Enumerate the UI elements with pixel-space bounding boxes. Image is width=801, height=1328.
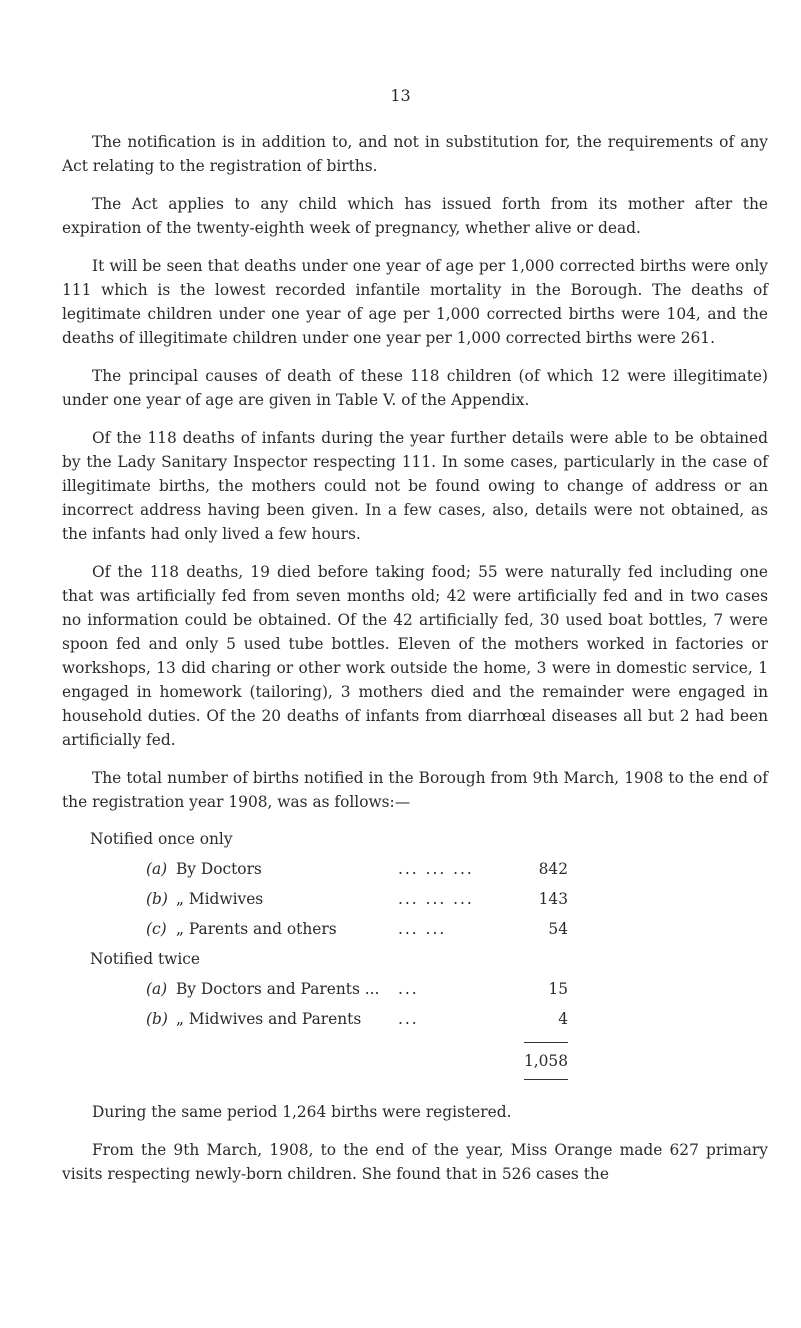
paragraph-feeding: Of the 118 deaths, 19 died before taking food; 55 were naturally fed including one that was artificially fed from seven months old; 42 were artificially fed and in two cases no information could be obtained. Of the 42 artificially fed, 30 used boat bottles, 7 were spoon fed and only 5 used tube bottles. Eleven of the mothers worked in factories or workshops, 13 did charing or other work outside the home, 3 were in domestic service, 1 engaged in homework (tailoring), 3 mothers died and the remainder were engaged in household duties. Of the 20 deaths of infants from diarrhœal diseases all but 2 had been artificially fed. <box>62 563 768 749</box>
row-leader: ... ... <box>398 920 447 938</box>
paragraph-causes: The principal causes of death of these 118 children (of which 12 were illegitimate) under one year of age are given in Table V. of the Appendix. <box>62 367 768 409</box>
page-number: 13 <box>390 86 411 105</box>
row-letter: (c) <box>146 920 167 938</box>
row-value: 54 <box>548 920 568 938</box>
paragraph-act-applies: The Act applies to any child which has issued forth from its mother after the expiration of the twenty-eighth week of pregnancy, whether alive or dead. <box>62 195 768 237</box>
body-text <box>62 130 768 1200</box>
total-rule-bottom <box>524 1079 568 1080</box>
table-row <box>62 914 768 944</box>
row-label: By Doctors and Parents ... <box>176 980 380 998</box>
row-leader: ... ... ... <box>398 860 474 878</box>
paragraph-registered: During the same period 1,264 births were registered. <box>92 1103 512 1121</box>
total-rule-top <box>524 1042 568 1043</box>
group-label-once: Notified once only <box>90 830 233 848</box>
row-label: „ Midwives and Parents <box>176 1010 362 1028</box>
row-letter: (b) <box>146 890 168 908</box>
row-letter: (b) <box>146 1010 168 1028</box>
row-value: 143 <box>538 890 568 908</box>
total-value: 1,058 <box>523 1052 568 1070</box>
row-value: 15 <box>548 980 568 998</box>
row-label: By Doctors <box>176 860 262 878</box>
row-label: „ Midwives <box>176 890 264 908</box>
paragraph-mortality: It will be seen that deaths under one year of age per 1,000 corrected births were only 111 which is the lowest recorded infantile mortality in the Borough. The deaths of legitimate children under one year of age per 1,000 corrected births were 104, and the deaths of illegitimate children under one year per 1,000 corrected births were 261. <box>62 257 768 347</box>
table-row <box>62 854 768 884</box>
paragraph-notification: The notification is in addition to, and not in substitution for, the requirements of any Act relating to the registration of births. <box>62 133 768 175</box>
row-value: 4 <box>558 1010 568 1028</box>
total-block <box>62 1036 768 1086</box>
row-leader: ... <box>398 1010 419 1028</box>
notification-table <box>62 824 768 1086</box>
paragraph-visits: From the 9th March, 1908, to the end of the year, Miss Orange made 627 primary visits respecting newly-born children. She found that in 526 cases the <box>62 1141 768 1183</box>
table-row <box>62 1004 768 1034</box>
row-letter: (a) <box>146 980 168 998</box>
table-row <box>62 884 768 914</box>
paragraph-details: Of the 118 deaths of infants during the year further details were able to be obtained by the Lady Sanitary Inspector respecting 111. In some cases, particularly in the case of illegitimate births, the mothers could not be found owing to change of address or an incorrect address having been given. In a few cases, also, details were not obtained, as the infants had only lived a few hours. <box>62 429 768 543</box>
paragraph-births-notified: The total number of births notified in the Borough from 9th March, 1908 to the end of the registration year 1908, was as follows:— <box>62 769 768 811</box>
group-label-twice: Notified twice <box>90 950 200 968</box>
row-label: „ Parents and others <box>176 920 337 938</box>
row-value: 842 <box>538 860 568 878</box>
row-leader: ... <box>398 980 419 998</box>
row-leader: ... ... ... <box>398 890 474 908</box>
table-row <box>62 974 768 1004</box>
row-letter: (a) <box>146 860 168 878</box>
